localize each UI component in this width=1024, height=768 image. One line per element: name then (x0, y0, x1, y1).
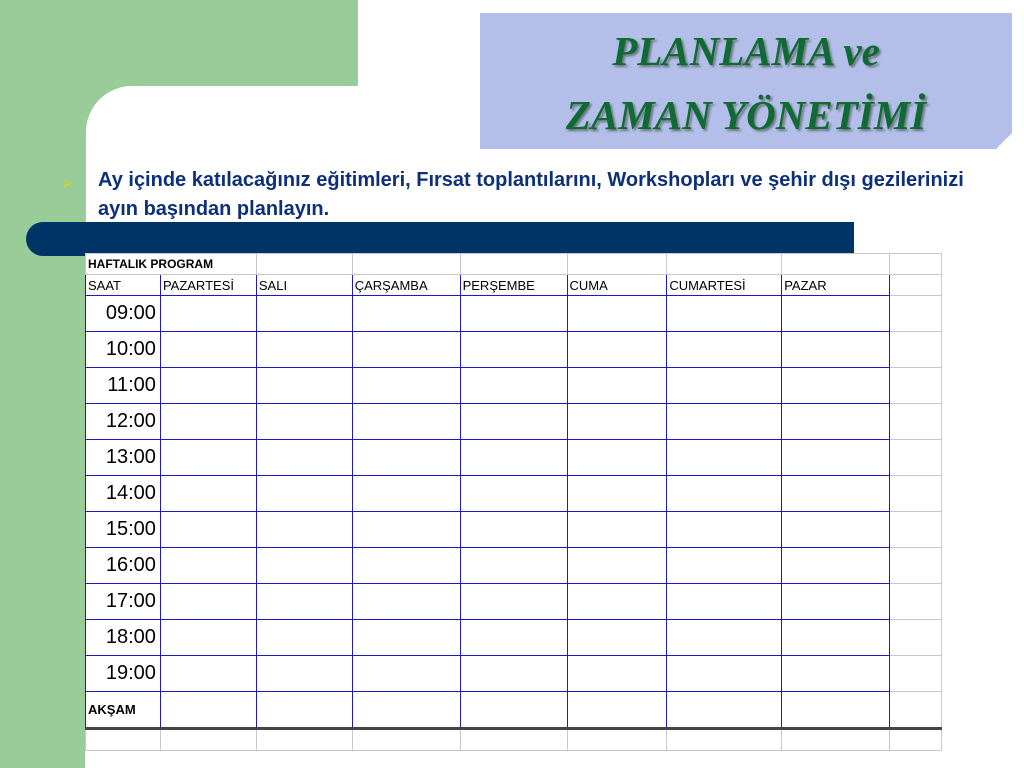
table-cell[interactable] (890, 440, 942, 476)
schedule-cell[interactable] (352, 548, 460, 584)
schedule-cell[interactable] (460, 548, 567, 584)
schedule-cell[interactable] (256, 476, 352, 512)
time-slot-label: 13:00 (86, 440, 161, 476)
schedule-cell[interactable] (667, 548, 782, 584)
caption-row (86, 254, 942, 275)
time-slot-row (86, 584, 942, 620)
schedule-cell[interactable] (782, 476, 890, 512)
header-carsamba: ÇARŞAMBA (352, 275, 460, 296)
table-cell[interactable] (567, 254, 667, 275)
table-cell[interactable] (352, 729, 460, 751)
schedule-cell[interactable] (667, 476, 782, 512)
schedule-cell[interactable] (782, 404, 890, 440)
table-cell[interactable] (890, 656, 942, 692)
time-slot-label: 15:00 (86, 512, 161, 548)
schedule-cell[interactable] (567, 404, 667, 440)
schedule-cell[interactable] (567, 512, 667, 548)
table-cell[interactable] (352, 254, 460, 275)
table-cell[interactable] (256, 729, 352, 751)
schedule-cell[interactable] (567, 584, 667, 620)
table-cell[interactable] (890, 548, 942, 584)
table-cell[interactable] (890, 512, 942, 548)
schedule-caption: HAFTALIK PROGRAM (86, 254, 257, 275)
schedule-cell[interactable] (782, 332, 890, 368)
schedule-cell[interactable] (160, 476, 256, 512)
page-title (480, 19, 1012, 147)
schedule-cell[interactable] (256, 332, 352, 368)
schedule-cell[interactable] (667, 296, 782, 332)
schedule-cell[interactable] (256, 692, 352, 729)
schedule-cell[interactable] (352, 404, 460, 440)
schedule-cell[interactable] (352, 620, 460, 656)
footer-row (86, 729, 942, 751)
schedule-cell[interactable] (667, 584, 782, 620)
time-slot-label: 19:00 (86, 656, 161, 692)
schedule-cell[interactable] (352, 296, 460, 332)
schedule-cell[interactable] (782, 548, 890, 584)
schedule-cell[interactable] (782, 620, 890, 656)
schedule-cell[interactable] (256, 584, 352, 620)
header-pazar: PAZAR (782, 275, 890, 296)
time-slot-label: 16:00 (86, 548, 161, 584)
table-cell[interactable] (782, 729, 890, 751)
schedule-cell[interactable] (256, 656, 352, 692)
table-cell[interactable] (460, 254, 567, 275)
schedule-cell[interactable] (160, 512, 256, 548)
header-persembe: PERŞEMBE (460, 275, 567, 296)
schedule-cell[interactable] (256, 296, 352, 332)
time-slot-label: AKŞAM (86, 692, 161, 729)
schedule-cell[interactable] (667, 620, 782, 656)
schedule-cell[interactable] (460, 476, 567, 512)
title-line-1: PLANLAMA ve (612, 28, 880, 74)
schedule-cell[interactable] (460, 584, 567, 620)
schedule-cell[interactable] (782, 296, 890, 332)
schedule-cell[interactable] (460, 512, 567, 548)
time-slot-row (86, 368, 942, 404)
table-cell[interactable] (256, 254, 352, 275)
schedule-cell[interactable] (460, 368, 567, 404)
header-cumartesi: CUMARTESİ (667, 275, 782, 296)
schedule-cell[interactable] (782, 512, 890, 548)
bullet-text: Ay içinde katılacağınız eğitimleri, Fırsat toplantılarını, Workshopları ve şehir dışı gezilerinizi ayın başından planlayın. (98, 169, 964, 220)
schedule-cell[interactable] (567, 368, 667, 404)
table-cell[interactable] (890, 476, 942, 512)
header-row (86, 275, 942, 296)
schedule-cell[interactable] (352, 692, 460, 729)
schedule-cell[interactable] (160, 440, 256, 476)
table-cell[interactable] (890, 729, 942, 751)
time-slot-row (86, 620, 942, 656)
schedule-cell[interactable] (256, 620, 352, 656)
schedule-cell[interactable] (160, 368, 256, 404)
schedule-cell[interactable] (160, 620, 256, 656)
header-cuma: CUMA (567, 275, 667, 296)
table-cell[interactable] (890, 584, 942, 620)
time-slot-label: 12:00 (86, 404, 161, 440)
table-cell[interactable] (667, 254, 782, 275)
schedule-cell[interactable] (567, 476, 667, 512)
time-slot-row (86, 332, 942, 368)
schedule-cell[interactable] (460, 296, 567, 332)
schedule-cell[interactable] (782, 584, 890, 620)
schedule-cell[interactable] (160, 332, 256, 368)
schedule-cell[interactable] (352, 440, 460, 476)
table-cell[interactable] (890, 254, 942, 275)
table-cell[interactable] (890, 404, 942, 440)
schedule-cell[interactable] (567, 692, 667, 729)
schedule-cell[interactable] (567, 296, 667, 332)
schedule-cell[interactable] (160, 656, 256, 692)
schedule-cell[interactable] (460, 440, 567, 476)
time-slot-label: 09:00 (86, 296, 161, 332)
time-slot-row (86, 404, 942, 440)
schedule-cell[interactable] (460, 656, 567, 692)
table-cell[interactable] (86, 729, 161, 751)
schedule-cell[interactable] (160, 404, 256, 440)
weekly-schedule-sheet (85, 253, 942, 768)
schedule-cell[interactable] (256, 512, 352, 548)
table-cell[interactable] (890, 275, 942, 296)
time-slot-row (86, 296, 942, 332)
schedule-cell[interactable] (667, 332, 782, 368)
weekly-schedule-table (85, 253, 942, 751)
schedule-cell[interactable] (352, 656, 460, 692)
schedule-cell[interactable] (352, 332, 460, 368)
schedule-cell[interactable] (160, 548, 256, 584)
time-slot-label: 18:00 (86, 620, 161, 656)
evening-row (86, 692, 942, 729)
schedule-cell[interactable] (567, 440, 667, 476)
arrow-bullet-icon: ➢ (62, 175, 74, 191)
schedule-cell[interactable] (667, 692, 782, 729)
time-slot-row (86, 548, 942, 584)
page-fold-icon (996, 133, 1012, 149)
time-slot-row (86, 656, 942, 692)
title-box (480, 13, 1012, 149)
schedule-cell[interactable] (667, 656, 782, 692)
schedule-cell[interactable] (667, 368, 782, 404)
table-cell[interactable] (890, 620, 942, 656)
table-cell[interactable] (160, 729, 256, 751)
time-slot-row (86, 440, 942, 476)
schedule-cell[interactable] (460, 404, 567, 440)
schedule-cell[interactable] (352, 368, 460, 404)
schedule-cell[interactable] (567, 620, 667, 656)
time-slot-label: 10:00 (86, 332, 161, 368)
table-cell[interactable] (460, 729, 567, 751)
table-cell[interactable] (782, 254, 890, 275)
schedule-cell[interactable] (352, 584, 460, 620)
schedule-cell[interactable] (352, 476, 460, 512)
schedule-cell[interactable] (256, 548, 352, 584)
schedule-cell[interactable] (256, 440, 352, 476)
schedule-cell[interactable] (567, 548, 667, 584)
header-pazartesi: PAZARTESİ (160, 275, 256, 296)
schedule-cell[interactable] (567, 332, 667, 368)
schedule-cell[interactable] (782, 692, 890, 729)
schedule-cell[interactable] (256, 368, 352, 404)
title-line-2: ZAMAN YÖNETİMİ (565, 92, 927, 138)
table-cell[interactable] (890, 332, 942, 368)
header-saat: SAAT (86, 275, 161, 296)
schedule-cell[interactable] (160, 584, 256, 620)
header-sali: SALI (256, 275, 352, 296)
time-slot-label: 17:00 (86, 584, 161, 620)
table-cell[interactable] (667, 729, 782, 751)
time-slot-label: 11:00 (86, 368, 161, 404)
schedule-cell[interactable] (352, 512, 460, 548)
schedule-cell[interactable] (782, 656, 890, 692)
schedule-cell[interactable] (256, 404, 352, 440)
table-cell[interactable] (890, 296, 942, 332)
schedule-cell[interactable] (667, 512, 782, 548)
schedule-cell[interactable] (460, 620, 567, 656)
schedule-cell[interactable] (160, 692, 256, 729)
time-slot-label: 14:00 (86, 476, 161, 512)
table-cell[interactable] (890, 368, 942, 404)
table-cell[interactable] (890, 692, 942, 729)
time-slot-row (86, 512, 942, 548)
background-green-strip (0, 0, 86, 768)
schedule-cell[interactable] (667, 440, 782, 476)
schedule-cell[interactable] (460, 332, 567, 368)
decorative-blue-bar (26, 222, 854, 256)
schedule-cell[interactable] (782, 440, 890, 476)
table-cell[interactable] (567, 729, 667, 751)
schedule-cell[interactable] (460, 692, 567, 729)
schedule-cell[interactable] (667, 404, 782, 440)
schedule-cell[interactable] (160, 296, 256, 332)
schedule-cell[interactable] (782, 368, 890, 404)
schedule-cell[interactable] (567, 656, 667, 692)
time-slot-row (86, 476, 942, 512)
